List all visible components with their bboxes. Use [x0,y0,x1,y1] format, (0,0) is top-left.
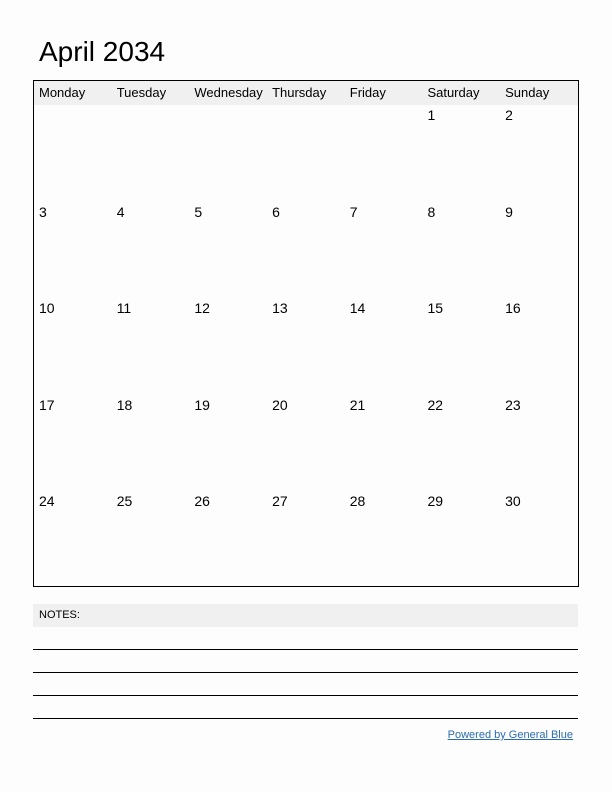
day-cell: 2 [505,107,513,123]
week-row [34,491,578,588]
weekday-saturday: Saturday [427,85,480,100]
day-cell: 15 [427,300,444,317]
day-cell: 3 [39,203,47,220]
day-cell: 4 [116,203,125,220]
week-row [34,298,578,395]
calendar-grid [33,80,579,587]
calendar-title: April 2034 [39,36,166,67]
day-cell [112,105,190,202]
day-cell: 6 [272,203,280,220]
day-cell: 24 [39,493,55,510]
day-cell: 8 [427,203,436,220]
day-cell: 29 [427,493,444,510]
calendar-weeks [34,105,578,586]
day-cell: 12 [194,300,210,317]
week-row [34,395,578,492]
day-cell: 19 [194,396,210,413]
week-row [34,105,578,202]
day-cell [189,105,267,202]
day-cell [267,105,345,202]
day-cell: 28 [349,493,366,510]
weekday-sunday: Sunday [505,85,550,100]
week-row [34,202,578,299]
weekday-friday: Friday [349,85,386,100]
day-cell: 16 [505,300,521,317]
weekday-monday: Monday [39,85,86,100]
notes-label: NOTES: [33,604,578,627]
day-cell: 17 [39,396,55,413]
weekday-tuesday: Tuesday [116,85,167,100]
day-cell: 5 [194,203,203,220]
day-cell: 25 [116,493,133,510]
note-line [33,695,578,696]
note-line [33,718,578,719]
powered-by-link[interactable]: Powered by General Blue [447,729,573,741]
note-line [33,672,578,673]
day-cell: 9 [505,203,513,220]
day-cell: 18 [116,396,133,413]
day-cell: 11 [116,300,132,317]
day-cell: 21 [349,396,366,413]
day-cell: 22 [427,396,444,413]
day-cell: 1 [427,107,436,123]
day-cell: 13 [272,300,288,317]
day-cell: 26 [194,493,210,510]
day-cell: 14 [349,300,366,317]
weekday-thursday: Thursday [272,85,327,100]
day-cell: 30 [505,493,521,510]
weekday-wednesday: Wednesday [194,85,263,100]
day-cell [345,105,423,202]
note-line [33,649,578,650]
day-cell [34,105,112,202]
weekday-header-row [34,81,578,105]
day-cell: 27 [272,493,288,510]
day-cell: 7 [349,203,358,220]
day-cell: 10 [39,300,55,317]
day-cell: 23 [505,396,521,413]
day-cell: 20 [272,396,288,413]
